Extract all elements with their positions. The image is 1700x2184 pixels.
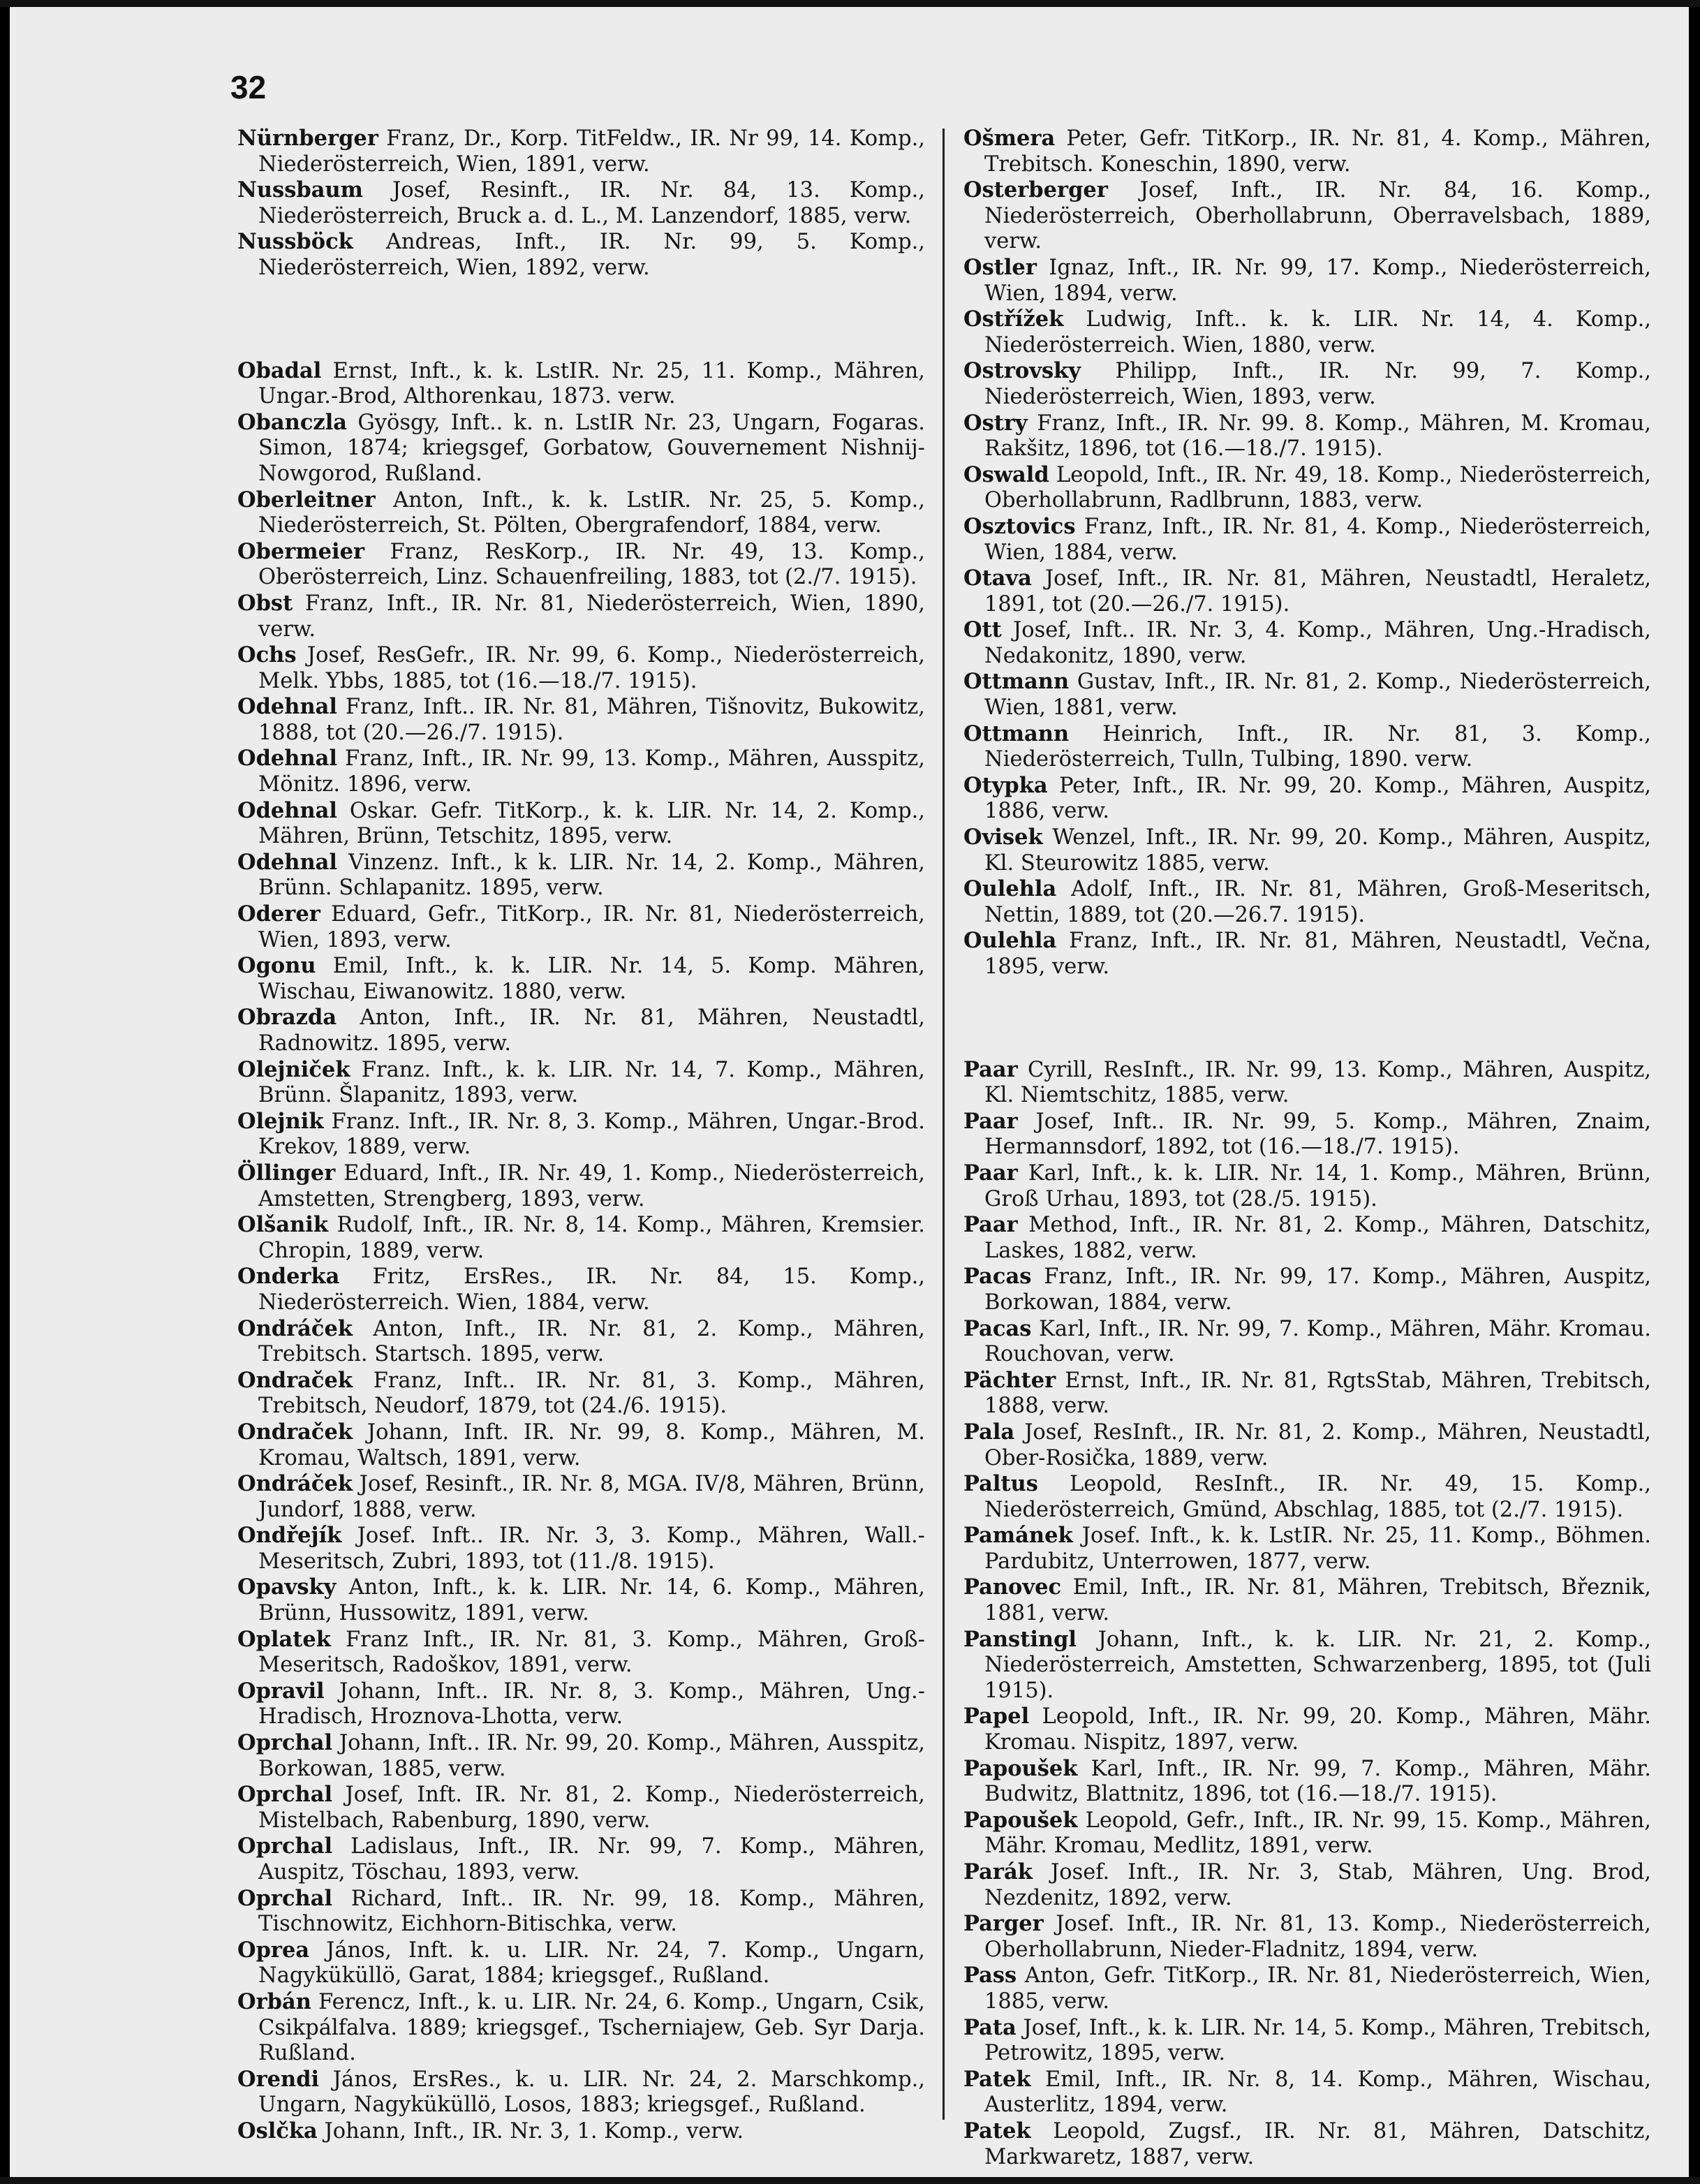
entry-surname: Opravil (237, 1678, 325, 1704)
entry-details: Eduard, Gefr., TitKorp., IR. Nr. 81, Niederösterreich, Wien, 1893, verw. (258, 902, 925, 952)
entry-surname: Oprchal (237, 1885, 333, 1911)
list-item (963, 1419, 1651, 1471)
entry-details: Oskar. Gefr. TitKorp., k. k. LIR. Nr. 14, 2. Komp., Mähren, Brünn, Tetschitz, 1895, verw. (258, 798, 925, 849)
entry-details: Johann, Inft.. IR. Nr. 99, 20. Komp., Mähren, Ausspitz, Borkowan, 1885, verw. (258, 1731, 925, 1781)
entry-surname: Orendi (237, 2066, 320, 2092)
entry-surname: Olejnik (237, 1108, 324, 1134)
entry-details: Method, Inft., IR. Nr. 81, 2. Komp., Mähren, Datschitz, Laskes, 1882, verw. (984, 1213, 1651, 1263)
entry-details: Josef, Inft. IR. Nr. 81, 2. Komp., Niederösterreich, Mistelbach, Rabenburg, 1890, verw. (258, 1783, 925, 1833)
entry-surname: Odehnal (237, 746, 337, 772)
scan-edge-left (0, 0, 10, 2184)
entry-details: Franz, Inft.. IR. Nr. 81, 3. Komp., Mähren, Trebitsch, Neudorf, 1879, tot (24./6. 1915). (258, 1368, 925, 1419)
entry-group-o (237, 358, 925, 2145)
list-item (237, 1109, 925, 1160)
entry-details: Gyösgy, Inft.. k. n. LstIR Nr. 23, Ungarn, Fogaras. Simon, 1874; kriegsgef, Gorbatow, Gouvernement Nishnij-Nowgorod, Rußland. (258, 410, 926, 486)
entry-surname: Obadal (237, 357, 322, 383)
entry-surname: Pass (963, 1963, 1017, 1989)
entry-surname: Ondráček (237, 1315, 353, 1341)
entry-details: Josef. Inft.. IR. Nr. 3, 3. Komp., Mähren, Wall.-Meseritsch, Zubri, 1893, tot (11./8. 1915). (258, 1523, 925, 1574)
entry-surname: Nürnberger (237, 126, 378, 151)
entry-details: Ludwig, Inft.. k. k. LIR. Nr. 14, 4. Komp., Niederösterreich. Wien, 1880, verw. (984, 307, 1651, 357)
entry-details: Heinrich, Inft., IR. Nr. 81, 3. Komp., Niederösterreich, Tulln, Tulbing, 1890. verw. (984, 721, 1652, 772)
left-column (237, 126, 925, 2145)
list-item (237, 229, 925, 281)
entry-details: Karl, Inft., IR. Nr. 99, 7. Komp., Mähren, Mähr. Kromau. Rouchovan, verw. (984, 1316, 1651, 1367)
entry-surname: Oprchal (237, 1782, 333, 1808)
entry-details: Josef, ResInft., IR. Nr. 81, 2. Komp., Mähren, Neustadtl, Ober-Rosička, 1889, verw. (984, 1419, 1652, 1470)
list-item (963, 2015, 1651, 2067)
scan-edge-right (1689, 0, 1700, 2184)
entry-details: Franz, ResKorp., IR. Nr. 49, 13. Komp., Oberösterreich, Linz. Schauenfreiling, 1883, tot (2./7. 1915). (258, 539, 925, 590)
entry-details: Vinzenz. Inft., k k. LIR. Nr. 14, 2. Komp., Mähren, Brünn. Schlapanitz. 1895, verw. (258, 850, 925, 901)
entry-details: Josef, Inft., k. k. LIR. Nr. 14, 5. Komp., Mähren, Trebitsch, Petrowitz, 1895, verw. (984, 2015, 1651, 2066)
entry-surname: Parák (963, 1859, 1033, 1884)
list-item (963, 462, 1651, 514)
list-item (237, 1316, 925, 1368)
entry-details: Wenzel, Inft., IR. Nr. 99, 20. Komp., Mähren, Auspitz, Kl. Steurowitz 1885, verw. (984, 825, 1652, 876)
entry-surname: Ogonu (237, 953, 316, 979)
list-item (237, 1782, 925, 1833)
entry-surname: Patek (963, 2118, 1031, 2144)
section-gap (963, 980, 1651, 1057)
list-item (963, 1574, 1651, 1626)
entry-surname: Paar (963, 1108, 1018, 1134)
list-item (237, 901, 925, 953)
entry-details: Andreas, Inft., IR. Nr. 99, 5. Komp., Niederösterreich, Wien, 1892, verw. (258, 230, 925, 280)
entry-surname: Patek (963, 2066, 1031, 2092)
entry-details: Josef, Resinft., IR. Nr. 84, 13. Komp., Niederösterreich, Bruck a. d. L., M. Lanzendorf, 1885, verw. (258, 178, 925, 228)
entry-surname: Oprchal (237, 1730, 333, 1756)
entry-surname: Nussböck (237, 229, 353, 255)
entry-details: Anton, Gefr. TitKorp., IR. Nr. 81, Niederösterreich, Wien, 1885, verw. (984, 1963, 1651, 2014)
entry-details: Franz, Inft., IR. Nr. 81, 4. Komp., Niederösterreich, Wien, 1884, verw. (984, 514, 1651, 565)
list-item (237, 126, 925, 177)
list-item (963, 617, 1651, 669)
list-item (237, 1678, 925, 1730)
list-item (237, 487, 925, 539)
list-item (963, 721, 1651, 773)
entry-surname: Öllinger (237, 1160, 336, 1186)
entry-details: Josef. Inft., IR. Nr. 81, 13. Komp., Niederösterreich, Oberhollabrunn, Nieder-Fladnitz, 1894, verw. (984, 1912, 1651, 1962)
entry-details: Leopold, ResInft., IR. Nr. 49, 15. Komp., Niederösterreich, Gmünd, Abschlag, 1885, tot (2./7. 1915). (984, 1472, 1652, 1522)
list-item (963, 1109, 1651, 1160)
entry-details: Franz, Inft.. IR. Nr. 81, Mähren, Tišnovitz, Bukowitz, 1888, tot (20.—26./7. 1915). (258, 695, 925, 745)
entry-surname: Otypka (963, 772, 1048, 798)
list-item (963, 358, 1651, 410)
entry-surname: Oslčka (237, 2118, 318, 2144)
list-item (237, 694, 925, 746)
list-item (963, 514, 1651, 566)
entry-details: Franz, Inft., IR. Nr. 99, 13. Komp., Mähren, Ausspitz, Mönitz. 1896, verw. (258, 746, 925, 797)
list-item (963, 307, 1651, 358)
entry-details: Franz, Inft., IR. Nr. 81, Niederösterreich, Wien, 1890, verw. (258, 591, 925, 642)
entry-surname: Pala (963, 1419, 1015, 1445)
entry-surname: Pacas (963, 1264, 1032, 1290)
list-item (237, 591, 925, 642)
entry-surname: Oplatek (237, 1626, 331, 1652)
list-item (963, 928, 1651, 980)
entry-details: Franz, Inft., IR. Nr. 81, Mähren, Neustadtl, Večna, 1895, verw. (984, 929, 1651, 979)
list-item (237, 953, 925, 1005)
entry-details: Cyrill, ResInft., IR. Nr. 99, 13. Komp., Mähren, Auspitz, Kl. Niemtschitz, 1885, verw. (984, 1057, 1651, 1108)
entry-details: Franz, Dr., Korp. TitFeldw., IR. Nr 99, 14. Komp., Niederösterreich, Wien, 1891, verw. (258, 126, 925, 177)
entry-surname: Paar (963, 1056, 1018, 1082)
entry-surname: Paar (963, 1160, 1018, 1186)
entry-details: Franz Inft., IR. Nr. 81, 3. Komp., Mähren, Groß-Meseritsch, Radoškov, 1891, verw. (258, 1627, 925, 1678)
list-item (963, 1523, 1651, 1574)
list-item (963, 177, 1651, 255)
list-item (963, 1859, 1651, 1911)
entry-surname: Ondráček (237, 1471, 353, 1497)
list-item (237, 1368, 925, 1419)
entry-details: Franz, Inft., IR. Nr. 99, 17. Komp., Mähren, Auspitz, Borkowan, 1884, verw. (984, 1264, 1651, 1315)
entry-details: Karl, Inft., IR. Nr. 99, 7. Komp., Mähren, Mähr. Budwitz, Blattnitz, 1896, tot (16.—18./7. 1915). (984, 1756, 1652, 1807)
list-item (237, 1730, 925, 1782)
entry-surname: Odehnal (237, 694, 337, 720)
entry-details: Josef, ResGefr., IR. Nr. 99, 6. Komp., Niederösterreich, Melk. Ybbs, 1885, tot (16.—18./7. 1915). (258, 643, 925, 693)
entry-details: János, Inft. k. u. LIR. Nr. 24, 7. Komp., Ungarn, Nagyküküllö, Garat, 1884; kriegsgef., Rußland. (258, 1938, 925, 1989)
entry-details: Josef. Inft., k. k. LstIR. Nr. 25, 11. Komp., Böhmen. Pardubitz, Unterrowen, 1877, verw. (984, 1523, 1652, 1574)
list-item (963, 1160, 1651, 1212)
entry-details: Ernst, Inft., IR. Nr. 81, RgtsStab, Mähren, Trebitsch, 1888, verw. (984, 1368, 1651, 1419)
list-item (963, 1808, 1651, 1859)
list-item (963, 876, 1651, 928)
list-item (237, 1627, 925, 1678)
entry-details: Leopold, Zugsf., IR. Nr. 81, Mähren, Datschitz, Markwaretz, 1887, verw. (984, 2118, 1651, 2169)
entry-details: Johann, Inft.. IR. Nr. 8, 3. Komp., Mähren, Ung.-Hradisch, Hroznova-Lhotta, verw. (258, 1678, 925, 1729)
list-item (237, 539, 925, 591)
list-item (237, 358, 925, 410)
entry-surname: Obst (237, 590, 293, 616)
list-item (963, 825, 1651, 876)
list-item (237, 1057, 925, 1109)
list-item (963, 411, 1651, 462)
list-item (963, 566, 1651, 617)
entry-details: Franz, Inft., IR. Nr. 99. 8. Komp., Mähren, M. Kromau, Rakšitz, 1896, tot (16.—18./7. 1915). (984, 411, 1651, 462)
entry-details: Fritz, ErsRes., IR. Nr. 84, 15. Komp., Niederösterreich. Wien, 1884, verw. (258, 1264, 925, 1315)
list-item (237, 1938, 925, 1989)
entry-details: Josef, Inft.. IR. Nr. 3, 4. Komp., Mähren, Ung.-Hradisch, Nedakonitz, 1890, verw. (984, 618, 1652, 668)
entry-surname: Oberleitner (237, 487, 376, 512)
entry-details: Anton, Inft., k. k. LIR. Nr. 14, 6. Komp., Mähren, Brünn, Hussowitz, 1891, verw. (258, 1575, 925, 1626)
list-item (963, 1963, 1651, 2014)
entry-surname: Otava (963, 566, 1032, 591)
entry-details: Josef, Resinft., IR. Nr. 8, MGA. IV/8, Mähren, Brünn, Jundorf, 1888, verw. (258, 1472, 925, 1522)
entry-details: Franz. Inft., IR. Nr. 8, 3. Komp., Mähren, Ungar.-Brod. Krekov, 1889, verw. (258, 1109, 925, 1160)
entry-details: Peter, Inft., IR. Nr. 99, 20. Komp., Mähren, Auspitz, 1886, verw. (984, 773, 1651, 824)
list-item (237, 642, 925, 694)
entry-surname: Orbán (237, 1989, 311, 2014)
section-gap (237, 281, 925, 358)
entry-surname: Parger (963, 1911, 1044, 1937)
list-item (237, 1574, 925, 1626)
entry-surname: Pata (963, 2014, 1017, 2040)
list-item (963, 669, 1651, 721)
page-number: 32 (230, 69, 267, 105)
entry-details: Johann, Inft., k. k. LIR. Nr. 21, 2. Komp., Niederösterreich, Amstetten, Schwarzenberg, 1895, tot (Juli 1915). (984, 1627, 1651, 1703)
list-item (963, 2067, 1651, 2118)
entry-surname: Olšanik (237, 1212, 328, 1238)
entry-group-p (963, 1057, 1651, 2171)
list-item (963, 1627, 1651, 1704)
list-item (237, 1471, 925, 1523)
list-item (237, 1212, 925, 1264)
entry-surname: Ottmann (963, 669, 1070, 695)
entry-details: Josef. Inft., IR. Nr. 3, Stab, Mähren, Ung. Brod, Nezdenitz, 1892, verw. (984, 1860, 1651, 1910)
list-item (237, 1989, 925, 2067)
entry-surname: Ondřejík (237, 1523, 342, 1549)
list-item (963, 1911, 1651, 1963)
entry-surname: Panstingl (963, 1626, 1077, 1652)
list-item (963, 1368, 1651, 1419)
entry-details: Rudolf, Inft., IR. Nr. 8, 14. Komp., Mähren, Kremsier. Chropin, 1889, verw. (258, 1213, 925, 1263)
entry-surname: Obermeier (237, 538, 365, 564)
list-item (963, 2118, 1651, 2170)
entry-surname: Ostry (963, 410, 1028, 436)
entry-surname: Paar (963, 1212, 1018, 1238)
entry-surname: Ochs (237, 642, 297, 668)
entry-details: Peter, Gefr. TitKorp., IR. Nr. 81, 4. Komp., Mähren, Trebitsch. Koneschin, 1890, verw. (984, 126, 1651, 177)
entry-surname: Paltus (963, 1471, 1038, 1497)
entry-surname: Papoušek (963, 1807, 1078, 1833)
entry-surname: Ottmann (963, 721, 1070, 746)
entry-details: Anton, Inft., IR. Nr. 81, Mähren, Neustadtl, Radnowitz. 1895, verw. (258, 1005, 925, 1056)
list-item (237, 746, 925, 797)
entry-details: Richard, Inft.. IR. Nr. 99, 18. Komp., Mähren, Tischnowitz, Eichhorn-Bitischka, verw. (258, 1886, 925, 1937)
list-item (963, 1212, 1651, 1264)
entry-details: Philipp, Inft., IR. Nr. 99, 7. Komp., Niederösterreich, Wien, 1893, verw. (984, 359, 1651, 409)
list-item (963, 255, 1651, 307)
list-item (237, 850, 925, 901)
list-item (963, 1264, 1651, 1315)
entry-surname: Onderka (237, 1264, 340, 1290)
entry-surname: Pacas (963, 1315, 1032, 1341)
entry-surname: Pächter (963, 1367, 1056, 1393)
entry-surname: Ostrovsky (963, 358, 1081, 384)
entry-surname: Oprchal (237, 1833, 333, 1859)
list-item (963, 773, 1651, 825)
entry-details: Anton, Inft., k. k. LstIR. Nr. 25, 5. Komp., Niederösterreich, St. Pölten, Obergrafendorf, 1884, verw. (258, 487, 925, 538)
column-divider (943, 128, 945, 2120)
entry-details: Johann, Inft. IR. Nr. 99, 8. Komp., Mähren, M. Kromau, Waltsch, 1891, verw. (258, 1419, 925, 1470)
list-item (237, 1523, 925, 1574)
entry-details: Emil, Inft., IR. Nr. 81, Mähren, Trebitsch, Březnik, 1881, verw. (984, 1575, 1651, 1626)
entry-details: Emil, Inft., k. k. LIR. Nr. 14, 5. Komp. Mähren, Wischau, Eiwanowitz. 1880, verw. (258, 954, 925, 1004)
entry-details: Josef, Inft., IR. Nr. 84, 16. Komp., Niederösterreich, Oberhollabrunn, Oberravelsbach, 1889, verw. (984, 178, 1651, 254)
list-item (963, 1704, 1651, 1755)
list-item (237, 1160, 925, 1212)
entry-surname: Opavsky (237, 1574, 337, 1600)
entry-details: Ladislaus, Inft., IR. Nr. 99, 7. Komp., Mähren, Auspitz, Töschau, 1893, verw. (258, 1834, 926, 1884)
entry-surname: Ostler (963, 254, 1037, 280)
entry-surname: Oulehla (963, 876, 1057, 902)
scan-edge-top (0, 0, 1700, 7)
entry-surname: Papel (963, 1704, 1030, 1729)
entry-surname: Olejniček (237, 1056, 350, 1082)
list-item (963, 1316, 1651, 1368)
scan-edge-bottom (0, 2177, 1700, 2184)
entry-details: Anton, Inft., IR. Nr. 81, 2. Komp., Mähren, Trebitsch. Startsch. 1895, verw. (258, 1316, 925, 1367)
entry-details: Leopold, Inft., IR. Nr. 99, 20. Komp., Mähren, Mähr. Kromau. Nispitz, 1897, verw. (984, 1704, 1652, 1755)
list-item (963, 1756, 1651, 1808)
list-item (237, 410, 925, 487)
entry-details: Adolf, Inft., IR. Nr. 81, Mähren, Groß-Meseritsch, Nettin, 1889, tot (20.—26.7. 1915). (984, 877, 1651, 927)
right-column (963, 126, 1651, 2170)
list-item (237, 1886, 925, 1938)
entry-surname: Obrazda (237, 1005, 337, 1031)
entry-group-n (237, 126, 925, 281)
entry-surname: Oprea (237, 1937, 310, 1963)
entry-surname: Panovec (963, 1574, 1062, 1600)
entry-surname: Oswald (963, 462, 1049, 487)
list-item (237, 1833, 925, 1885)
entry-surname: Oulehla (963, 928, 1057, 954)
entry-surname: Ott (963, 617, 1002, 643)
entry-surname: Papoušek (963, 1755, 1078, 1781)
entry-surname: Odehnal (237, 797, 337, 823)
list-item (237, 2067, 925, 2118)
entry-surname: Nussbaum (237, 177, 363, 203)
entry-details: Leopold, Inft., IR. Nr. 49, 18. Komp., Niederösterreich, Oberhollabrunn, Radlbrunn, 1883, verw. (984, 462, 1651, 513)
list-item (237, 2118, 925, 2145)
entry-details: Karl, Inft., k. k. LIR. Nr. 14, 1. Komp., Mähren, Brünn, Groß Urhau, 1893, tot (28./5. 1915). (984, 1160, 1651, 1211)
entry-details: Johann, Inft., IR. Nr. 3, 1. Komp., verw. (324, 2118, 744, 2144)
entry-details: Ernst, Inft., k. k. LstIR. Nr. 25, 11. Komp., Mähren, Ungar.-Brod, Althorenkau, 1873. verw. (258, 358, 925, 409)
entry-details: Ignaz, Inft., IR. Nr. 99, 17. Komp., Niederösterreich, Wien, 1894, verw. (984, 255, 1651, 306)
entry-surname: Obanczla (237, 409, 348, 435)
entry-surname: Odehnal (237, 849, 337, 875)
list-item (237, 1419, 925, 1471)
list-item (963, 1057, 1651, 1109)
entry-surname: Osterberger (963, 177, 1108, 203)
entry-surname: Ondraček (237, 1419, 353, 1445)
list-item (237, 1264, 925, 1315)
entry-details: Gustav, Inft., IR. Nr. 81, 2. Komp., Niederösterreich, Wien, 1881, verw. (984, 670, 1651, 721)
list-item (963, 1471, 1651, 1523)
entry-details: Leopold, Gefr., Inft., IR. Nr. 99, 15. Komp., Mähren, Mähr. Kromau, Medlitz, 1891, verw. (984, 1808, 1651, 1859)
entry-surname: Oderer (237, 901, 320, 927)
entry-group-o (963, 126, 1651, 980)
entry-details: Josef, Inft.. IR. Nr. 99, 5. Komp., Mähren, Znaim, Hermannsdorf, 1892, tot (16.—18./7. 1915). (984, 1109, 1651, 1160)
list-item (963, 126, 1651, 177)
entry-surname: Ondraček (237, 1367, 353, 1393)
entry-surname: Pamánek (963, 1523, 1073, 1549)
entry-details: Franz. Inft., k. k. LIR. Nr. 14, 7. Komp., Mähren, Brünn. Šlapanitz, 1893, verw. (258, 1057, 925, 1108)
list-item (237, 177, 925, 229)
entry-surname: Ošmera (963, 126, 1056, 151)
entry-surname: Ostřížek (963, 307, 1064, 332)
list-item (237, 798, 925, 850)
entry-details: Josef, Inft., IR. Nr. 81, Mähren, Neustadtl, Heraletz, 1891, tot (20.—26./7. 1915). (984, 566, 1651, 617)
entry-surname: Ovisek (963, 825, 1043, 850)
entry-details: Ferencz, Inft., k. u. LIR. Nr. 24, 6. Komp., Ungarn, Csik, Csikpálfalva. 1889; kriegsgef., Tscherniajew, Geb. Syr Darja. Rußland. (258, 1989, 925, 2066)
entry-surname: Osztovics (963, 513, 1076, 539)
list-item (237, 1005, 925, 1056)
entry-details: János, ErsRes., k. u. LIR. Nr. 24, 2. Marschkomp., Ungarn, Nagyküküllö, Losos, 1883; kriegsgef., Rußland. (258, 2067, 926, 2118)
entry-details: Eduard, Inft., IR. Nr. 49, 1. Komp., Niederösterreich, Amstetten, Strengberg, 1893, verw. (258, 1160, 925, 1211)
entry-details: Emil, Inft., IR. Nr. 8, 14. Komp., Mähren, Wischau, Austerlitz, 1894, verw. (984, 2067, 1651, 2118)
